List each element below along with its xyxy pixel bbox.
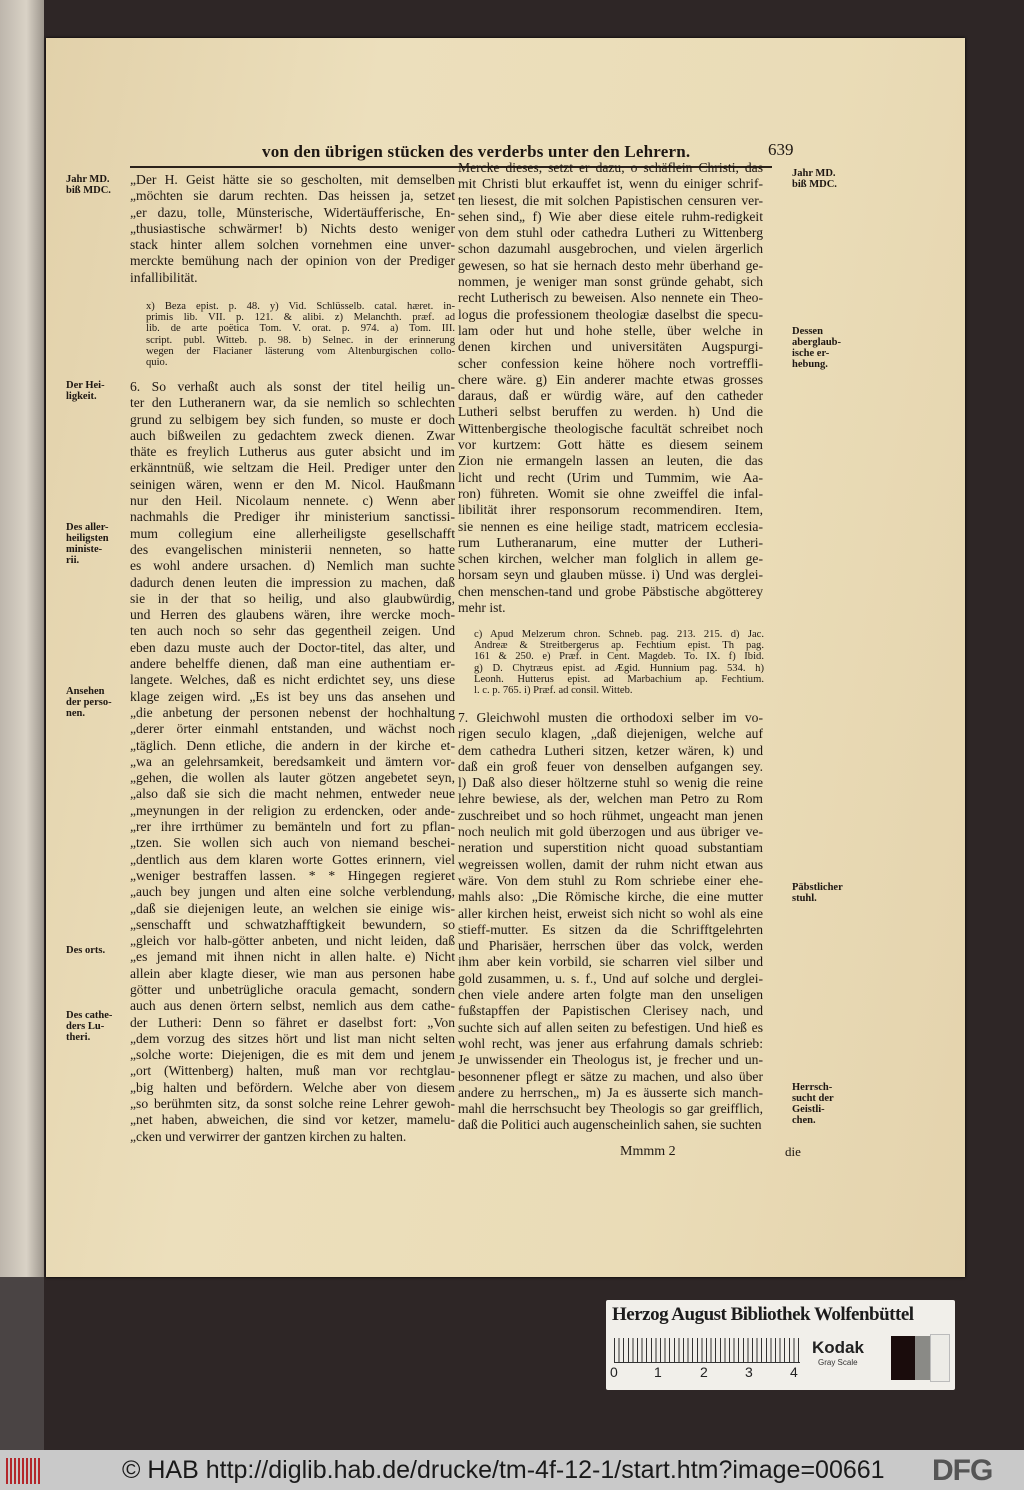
text-line: es wohl andere ursachen. d) Nemlich man suchte [130,558,455,574]
text-line: „cken und verwirrer der gantzen kirchen zu halten. [130,1128,407,1144]
text-line: mehr ist. [458,600,506,616]
text-line: ter den Lutheranern war, da sie nemlich so schlechten [130,395,455,411]
text-line: aller kirchen heist, erweist sich nicht so wohl als eine [458,905,763,921]
text-line: „net haben, abweichen, die sind vor ketzer, mamelu- [130,1112,455,1128]
text-line: gewesen, so hat sie hernach desto mehr überhand ge- [458,257,763,273]
text-line: rigen seculo klagen, „daß diejenigen, welche auf [458,726,763,742]
text-line: chen. [792,1115,816,1126]
text-line: neration und superstition nicht quoad substantiam [458,840,763,856]
text-line: götter und unbetrügliche oracula gemacht, sondern [130,981,455,997]
text-line: 7. Gleichwohl musten die orthodoxi selber im vo- [458,710,763,725]
gray-swatch-black [891,1336,915,1380]
right-paragraph-7 [458,710,763,1134]
text-line: c) Apud Melzerum chron. Schneb. pag. 213. 215. d) Jac. [474,629,764,640]
text-line: Des cathe- [66,1010,113,1021]
text-line: des evangelischen ministerii nenneten, so hatte [130,541,455,557]
text-line: 6. So verhaßt auch als sonst der titel heilig un- [130,379,455,394]
text-line: l. c. p. 765. i) Præf. ad consil. Witteb. [474,685,633,697]
text-line: Lutheri selbst beruffen zu werden. h) Und die [458,404,763,420]
text-line: Jahr MD. [792,168,836,179]
text-line: „gleich vor halb-götter anbeten, und nicht leiden, daß [130,933,455,949]
running-header: von den übrigen stücken des verderbs unter den Lehrern. [262,142,691,161]
text-line: Der Hei- [66,380,105,391]
text-line: auch aus denen örtern selbst, nemlich aus dem cathe- [130,998,455,1014]
text-line: x) Beza epist. p. 48. y) Vid. Schlüsselb. catal. hæret. in- [146,301,455,312]
text-line: Zion nie ermangeln lassen an leuten, die das [458,453,763,469]
catchword: die [785,1144,801,1159]
ruler-number: 1 [654,1364,662,1380]
text-line: „solche worte: Diejenigen, die es mit dem und jenem [130,1047,455,1063]
text-line: infallibilität. [130,269,198,285]
text-line: Geistli- [792,1104,825,1115]
text-line: Wittenbergische theologische facultät schreibet noch [458,420,763,436]
text-line: ische er- [792,348,830,359]
text-line: „also daß sie sich die macht nehmen, entweder neue [130,786,455,802]
hab-logo-icon [6,1458,42,1484]
text-line: mahl die herrschsucht bey Theologis so gar greifflich, [458,1101,763,1117]
left-footnotes [146,301,455,368]
margin-note [792,168,837,190]
left-paragraph-1 [130,172,455,286]
text-line: noch neulich mit gold überzogen und aus übriger ve- [458,824,763,840]
text-line: rii. [66,555,80,566]
text-line: vor kurtzem: Gott hätte es diesem seinem [458,437,763,453]
text-line: wäre. Von dem stuhl zu Rom schriebe einer ehe- [458,872,763,888]
text-line: „er dazu, tolle, Münsterische, Widertäufferische, En- [130,204,455,220]
text-line: thäte es freylich Lutherus aus guter absicht und im [130,444,455,460]
text-line: klage zeigen wird. „Es ist bey uns das ansehen und [130,688,455,704]
text-line: von dem stuhl oder cathedra Lutheri zu Wittenberg [458,225,763,241]
text-line: „rer ihre irrthümer zu bemänteln und fort zu pflan- [130,819,455,835]
text-line: ministe- [66,544,103,555]
text-line: ron) führeten. Womit sie ohne zweiffel die infal- [458,485,763,501]
text-line: logus die professionem theologiæ daselbst die specu- [458,306,763,322]
text-line: „daß sie diejenigen leute, an welchen sie einige wis- [130,900,455,916]
text-line: biß MDC. [66,185,111,196]
text-line: hebung. [792,359,828,370]
text-line: biß MDC. [792,179,837,190]
text-line: nen. [66,708,85,719]
margin-note [66,686,112,719]
text-line: besonnener pflegt er sätze zu machen, und also über [458,1068,763,1084]
text-line: seinigen wären, wenn er den M. Nicol. Haußmann [130,476,455,492]
library-color-card [606,1300,955,1390]
text-line: Päbstlicher [792,882,843,893]
text-line: Des aller- [66,522,109,533]
text-line: sie in der that so heilig, und also glaubwürdig, [130,590,455,606]
ruler-number: 0 [610,1364,618,1380]
ruler-number: 4 [790,1364,798,1380]
text-line: rum Lutheranarum, eine mutter der Lutheri- [458,534,763,550]
text-line: stuhl. [792,893,817,904]
text-line: quio. [146,357,168,369]
text-line: merckte bemühung nach der opinion von der Prediger [130,253,455,269]
text-line: g) D. Chytræus epist. ad Ægid. Hunnium pag. 534. h) [474,662,764,674]
text-line: stack hinter allem solchen vornehmen eine unver- [130,237,455,253]
margin-note [66,174,111,196]
text-line: wegen der Flacianer lästerung vom Altenburgischen collo- [146,345,455,357]
page-number: 639 [768,140,794,159]
text-line: „wa an gelehrsamkeit, beredsamkeit und ämtern vor- [130,753,455,769]
text-line: „die anbetung der personen nebenst der hochhaltung [130,704,455,720]
text-line: gold zusammen, u. s. f., Und auf solche und derglei- [458,970,763,986]
text-line: daß die Politici auch augenscheinlich sahen, sie suchten [458,1117,762,1133]
text-line: sie nennen es eine heilige stadt, matricem ecclesia- [458,518,763,534]
library-name: Herzog August Bibliothek Wolfenbüttel [612,1304,914,1325]
text-line: sucht der [792,1093,834,1104]
text-line: und Herren des glaubens wären, ihre wercke moch- [130,607,455,623]
text-line: „tzen. Sie wollen sich auch von niemand beschei- [130,835,455,851]
text-line: ten auch noch so sehr das gegentheil zeigen. Und [130,623,455,639]
text-line: lam oder hut und hohe stelle, über welche in [458,322,763,338]
text-line: script. publ. Witteb. p. 98. b) Selnec. in der erinnerung [146,334,455,346]
text-line: sehen sind„ f) Wie aber diese eitele ruhm-redigkeit [458,208,763,224]
text-line: horsam seyn und glauben müsse. i) Und was derglei- [458,567,763,583]
ruler-number: 2 [700,1364,708,1380]
margin-note [66,1010,112,1043]
signature-mark: Mmmm 2 [620,1144,676,1159]
margin-note [792,882,843,904]
text-line: „gehen, die wollen als lauter götzen angebetet seyn, [130,770,455,786]
text-line: „senschafft und schwatzhafftigkeit bewundern, so [130,916,455,932]
text-line: Des orts. [66,945,106,956]
text-line: Ansehen [66,686,105,697]
text-line: 161 & 250. e) Præf. in Cent. Magdeb. To. IX. f) Ibid. [474,651,764,663]
text-line: licht und recht (Urim und Tummim, wie Aa- [458,469,763,485]
text-line: allein aber klagte dieser, wie man aus personen habe [130,965,455,981]
text-line: „meynungen in der religion zu erdencken, oder ande- [130,802,455,818]
text-line: theri. [66,1032,91,1043]
ruler-number: 3 [745,1364,753,1380]
text-line: zuschreibet und so hoch rühmet, ungeacht man jenen [458,807,763,823]
copyright-link[interactable]: © HAB http://diglib.hab.de/drucke/tm-4f-12-1/start.htm?image=00661 [122,1456,885,1484]
margin-note [66,380,105,402]
text-line: ders Lu- [66,1021,105,1032]
text-line: primis lib. VII. p. 121. & alibi. z) Melanchth. præf. ad [146,312,455,324]
text-line: „thusiastische schwärmer! b) Nichts desto weniger [130,220,455,236]
text-line: schen kirchen, welcher man folglich in allem ge- [458,551,763,567]
text-line: wegreissen wollen, damit der ruhm nicht etwan aus [458,856,763,872]
text-line: suchte sich auf allen seiten zu befestigen. Und hieß es [458,1019,763,1035]
text-line: dadurch denen leuten die impression zu machen, daß [130,574,455,590]
text-line: „auch bey jungen und alten eine solche verblendung, [130,884,455,900]
text-line: heiligsten [66,533,109,544]
text-line: aberglaub- [792,337,842,348]
text-line: „so berühmten sitz, da sonst solche reine Lehrer gewoh- [130,1096,455,1112]
gray-swatch-white [930,1334,950,1382]
text-line: „Der H. Geist hätte sie so gescholten, mit demselben [130,172,455,187]
kodak-brand: Kodak [812,1338,864,1357]
text-line: chere wäre. g) Ein anderer machte etwas grosses [458,371,763,387]
gray-swatch-mid [915,1336,930,1380]
text-line: Leonh. Hutterus epist. ad Marbachium ap. Fechtium. [474,673,764,685]
text-line: chen viele andere arten folgte man den unseligen [458,987,763,1003]
text-line: stieff-mutter. Es sitzen da die Schrifftgelehrten [458,921,763,937]
text-line: nachmahls die Prediger ihr ministerium sanctissi- [130,509,455,525]
text-line: nommen, je weniger man sonst gründe gehabt, sich [458,274,763,290]
margin-note [66,522,109,566]
text-line: erkänntnüß, wie seltzam die Heil. Prediger unter den [130,460,455,476]
text-line: ten liesest, die mit solchen Papistischen censuren ver- [458,192,763,208]
text-line: der perso- [66,697,112,708]
text-line: ihm aber kein vorbild, sie scharren viel silber und [458,954,763,970]
margin-note [792,326,841,370]
text-line: mahls also: „Die Römische kirche, die eine mutter [458,889,763,905]
margin-note [792,1082,834,1126]
text-line: „dem vorzug des sitzes hört und list man nicht selten [130,1030,455,1046]
text-line: daraus, daß er würdig wäre, auf den catheder [458,388,763,404]
text-line: mum collegium eine allerheiligste gesellschafft [130,525,455,541]
text-line: „ort (Wittenberg) halten, muß man vor rechtglau- [130,1063,455,1079]
text-line: andere zu herrschen„ m) Ja es äusserte sich manch- [458,1084,763,1100]
text-line: „es jemand mit ihnen nicht in allen halte. e) Nicht [130,949,455,965]
text-line: auch bißweilen zu gedachtem zweck dienen. Zwar [130,427,455,443]
text-line: eben dazu muste auch der Doctor-titel, das alter, und [130,639,455,655]
text-line: der Lutheri: Denn so fähret er daselbst fort: „Von [130,1014,455,1030]
text-line: fußstapffen der Papistischen Clerisey nach, und [458,1003,763,1019]
text-line: ligkeit. [66,391,97,402]
text-line: scher confession keine höhere noch vortreffli- [458,355,763,371]
text-line: recht Lutherisch zu beweisen. Also nennete ein Theo- [458,290,763,306]
text-line: daß ein groß feuer von denselben aufgangen sey. [458,758,763,774]
text-line: lehre bewiese, als der, welchen man Petro zu Rom [458,791,763,807]
text-line: lib. de arte poëtica Tom. V. orat. p. 974. a) Tom. III. [146,323,455,335]
text-line: „big halten und befördern. Welche aber von diesem [130,1079,455,1095]
text-line: Dessen [792,326,823,337]
previous-page-edge [0,0,44,1450]
text-line: „täglich. Denn etliche, die andern in der kirche et- [130,737,455,753]
text-line: „weniger bestraffen lassen. * * Hingegen regieret [130,867,455,883]
text-line: andere behelffe dienen, daß man eine authentiam er- [130,656,455,672]
text-line: schon dazumahl ausgebrochen, und vielen ärgerlich [458,241,763,257]
text-line: Jahr MD. [66,174,110,185]
text-line: „derer örter einmahl entstanden, und wächst noch [130,721,455,737]
footer-bar [0,1450,1024,1490]
left-paragraph-6 [130,379,455,1145]
text-line: chen menschen-tand und grobe Päbstische abgötterey [458,583,763,599]
text-line: Andreæ & Streitbergerus ap. Fechtium epist. Th pag. [474,640,764,652]
text-line: wohl recht, was jener aus erfahrung damals schrieb: [458,1035,763,1051]
text-line: Mercke dieses, setzt er dazu, o schäflein Christi, das [458,160,763,175]
text-line: mit Christi blut erkauffet ist, wenn du einiger schrif- [458,176,763,192]
text-line: Herrsch- [792,1082,833,1093]
text-line: dem cathedra Lutheri sitzen, ketzer wären, k) und [458,742,763,758]
text-line: „möchten sie darum rechten. Das heissen ja, setzet [130,188,455,204]
text-line: „dentlich aus dem klaren worte Gottes erinnern, viel [130,851,455,867]
right-paragraph-1 [458,160,763,616]
dfg-logo: DFG [932,1454,993,1487]
gray-scale-label: Gray Scale [818,1358,858,1367]
text-line: und Pharisäer, herrschen über das volck, werden [458,938,763,954]
margin-note [66,945,105,956]
text-line: libilität ihrer responsorum recommendiren. Item, [458,502,763,518]
right-footnotes [474,629,764,696]
scale-ruler [614,1338,800,1363]
text-line: denen kirchen und universitäten Augspurgi- [458,339,763,355]
text-line: grund zu selbigem bey sich funden, so muste er doch [130,411,455,427]
text-line: l) Daß also dieser höltzerne stuhl so wenig die reine [458,775,763,791]
text-line: Je unwissender ein Theologus ist, je frecher und un- [458,1052,763,1068]
text-line: nur den Heil. Nicolaum nennete. c) Wenn aber [130,493,455,509]
text-line: langete. Welches, daß es nicht erdichtet sey, uns diese [130,672,455,688]
